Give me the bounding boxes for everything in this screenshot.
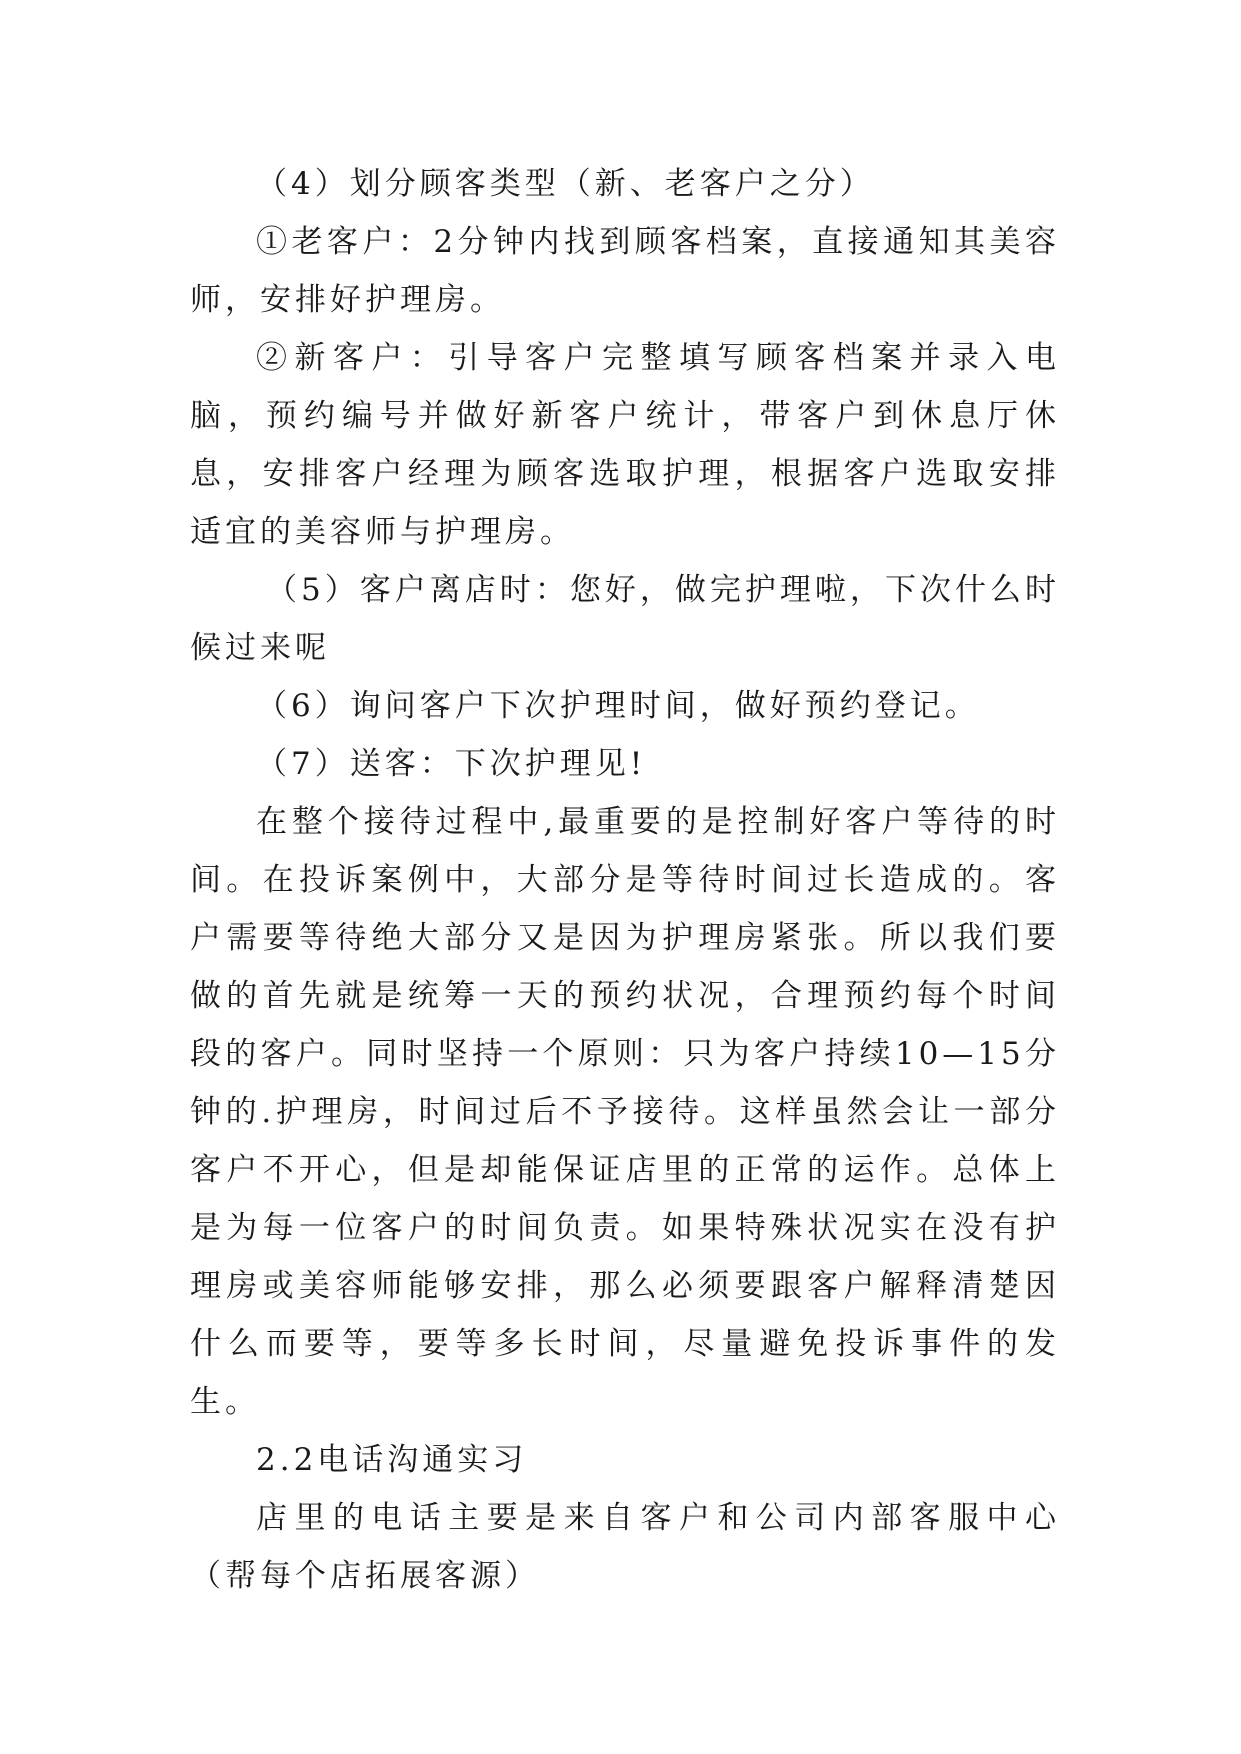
paragraph-phone-sources: 店里的电话主要是来自客户和公司内部客服中心（帮每个店拓展客源） [190, 1500, 1060, 1594]
paragraph-new-customer: ②新客户：引导客户完整填写顾客档案并录入电脑，预约编号并做好新客户统计，带客户到休息厅休息，安排客户经理为顾客选取护理，根据客户选取安排适宜的美容师与护理房。 [190, 340, 1060, 550]
paragraph-customer-leaving: （5）客户离店时：您好，做完护理啦，下次什么时候过来呢 [190, 572, 1060, 666]
paragraph-old-customer: ①老客户：2分钟内找到顾客档案，直接通知其美容师，安排好护理房。 [190, 224, 1060, 318]
section-heading-phone-communication: 2.2电话沟通实习 [256, 1442, 528, 1478]
paragraph-farewell: （7）送客：下次护理见! [256, 746, 647, 782]
paragraph-ask-next-visit: （6）询问客户下次护理时间，做好预约登记。 [256, 688, 980, 724]
paragraph-waiting-time: 在整个接待过程中,最重要的是控制好客户等待的时间。在投诉案例中，大部分是等待时间过长造成的。客户需要等待绝大部分又是因为护理房紧张。所以我们要做的首先就是统筹一天的预约状况，合理预约每个时间段的客户。同时坚持一个原则：只为客户持续10—15分钟的.护理房，时间过后不予接待。这样虽然会让一部分客户不开心，但是却能保证店里的正常的运作。总体上是为每一位客户的时间负责。如果特殊状况实在没有护理房或美容师能够安排，那么必须要跟客户解释清楚因什么而要等，要等多长时间，尽量避免投诉事件的发生。 [190, 804, 1060, 1420]
paragraph-customer-type-heading: （4）划分顾客类型（新、老客户之分） [256, 166, 875, 202]
body-text [190, 155, 1060, 1605]
